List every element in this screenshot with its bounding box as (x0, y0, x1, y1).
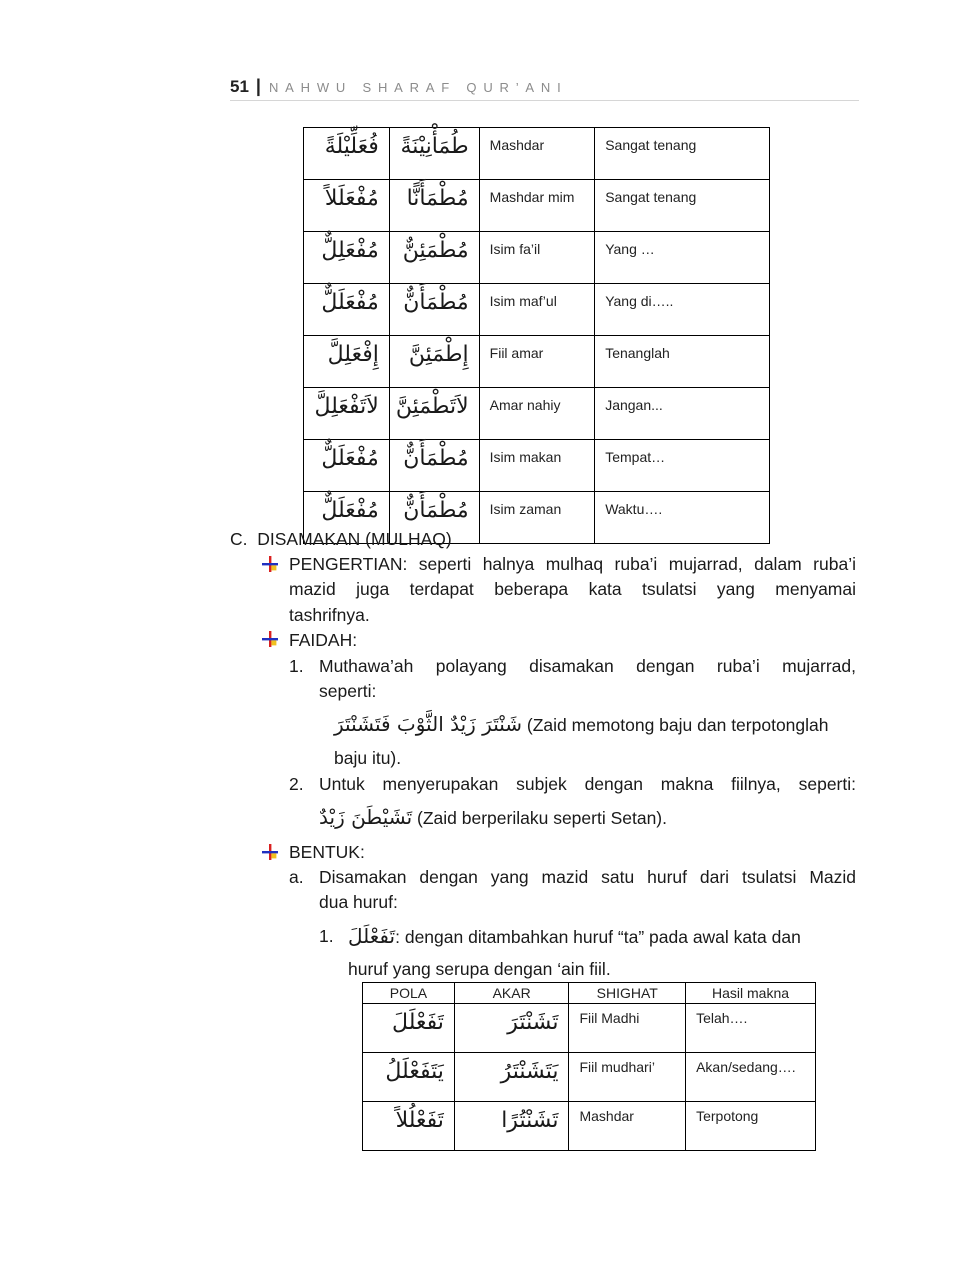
akar-cell: تَشَنْتَرَ (454, 1004, 569, 1053)
arabic-example-2: تَشَيْطَنَ زَيْدٌ (319, 805, 413, 829)
pola-cell: مُفْعَلَلٌّ (304, 284, 390, 336)
shighat-cell: Mashdar (569, 1102, 686, 1151)
table-row (304, 440, 770, 492)
akar-cell: يَتَشَنْتَرُ (454, 1053, 569, 1102)
faidah-item-1-line-1: Muthawa’ah polayang disamakan dengan ruba’i mujarrad, (319, 656, 856, 676)
pin-bullet-icon (262, 556, 278, 572)
table-row (363, 1053, 816, 1102)
akar-cell: إِطْمَئِنَّ (389, 336, 479, 388)
bentuk-sub-1-number: 1. (319, 926, 334, 946)
faidah-item-2-number: 2. (289, 774, 304, 794)
shighat-cell: Fiil amar (479, 336, 595, 388)
makna-cell: Akan/sedang…. (686, 1053, 816, 1102)
table-row (304, 128, 770, 180)
pola-cell: مُفْعَلَلاً (304, 180, 390, 232)
table-row (304, 388, 770, 440)
pola-cell: تَفَعْلُلاً (363, 1102, 455, 1151)
makna-cell: Tempat… (595, 440, 770, 492)
arabic-pattern: تَفَعْلَلَ (348, 924, 396, 948)
section-letter: C. (230, 529, 248, 549)
bentuk-a-line-2: dua huruf: (319, 892, 398, 912)
akar-cell: مُطْمَئِنٌّ (389, 232, 479, 284)
table-row (304, 232, 770, 284)
column-header: SHIGHAT (569, 983, 686, 1004)
makna-cell: Tenanglah (595, 336, 770, 388)
pin-bullet-icon (262, 631, 278, 647)
column-header: POLA (363, 983, 455, 1004)
akar-cell: مُطْمَأَنٌّ (389, 492, 479, 544)
shighat-cell: Isim zaman (479, 492, 595, 544)
arabic-example-1: شَنْتَرَ زَيْدٌ الثَّوْبَ فَتَشَنْتَرَ (334, 712, 523, 736)
header-separator: | (255, 76, 261, 96)
pola-cell: لاَتَفْعَلِلَّ (304, 388, 390, 440)
table-row (304, 284, 770, 336)
table-row (363, 1004, 816, 1053)
akar-cell: لاَتَطْمَئِنَّ (389, 388, 479, 440)
example-1-gloss: (Zaid memotong baju dan terpotonglah (522, 715, 829, 735)
table-row (304, 180, 770, 232)
shighat-cell: Fiil Madhi (569, 1004, 686, 1053)
pengertian-line-1: PENGERTIAN: seperti halnya mulhaq ruba’i mujarrad, dalam ruba’i (289, 554, 856, 574)
akar-cell: مُطْمَأَنًّا (389, 180, 479, 232)
column-header: AKAR (454, 983, 569, 1004)
pola-cell: تَفَعْلَلَ (363, 1004, 455, 1053)
bentuk-a-line-1: Disamakan dengan yang mazid satu huruf dari tsulatsi Mazid (319, 867, 856, 887)
table-row (363, 1102, 816, 1151)
pola-cell: مُفْعَلَلٌّ (304, 440, 390, 492)
faidah-item-1-example (334, 708, 829, 741)
sub-1-text: : dengan ditambahkan huruf “ta” pada awal kata dan (395, 927, 801, 947)
bentuk-a-letter: a. (289, 867, 304, 887)
table-header-row (363, 983, 816, 1004)
faidah-item-1-line-2: seperti: (319, 681, 377, 701)
makna-cell: Yang … (595, 232, 770, 284)
faidah-item-2-line-1: Untuk menyerupakan subjek dengan makna fiilnya, seperti: (319, 774, 856, 794)
faidah-label: FAIDAH: (289, 630, 358, 650)
pola-cell: يَتَفَعْلَلُ (363, 1053, 455, 1102)
faidah-item-1-line-4: baju itu). (334, 748, 402, 768)
pola-cell: مُفْعَلَلٌّ (304, 492, 390, 544)
makna-cell: Jangan... (595, 388, 770, 440)
table-row (304, 336, 770, 388)
faidah-item-1-number: 1. (289, 656, 304, 676)
makna-cell: Telah…. (686, 1004, 816, 1053)
shighat-cell: Isim fa’il (479, 232, 595, 284)
page-number: 51 (230, 77, 249, 96)
akar-cell: مُطْمَأَنٌّ (389, 440, 479, 492)
pin-bullet-icon (262, 844, 278, 860)
makna-cell: Sangat tenang (595, 128, 770, 180)
makna-cell: Waktu…. (595, 492, 770, 544)
example-2-gloss: (Zaid berperilaku seperti Setan). (412, 808, 667, 828)
faidah-item-2-example (319, 801, 667, 834)
shighat-cell: Amar nahiy (479, 388, 595, 440)
bentuk-sub-1-line-2: huruf yang serupa dengan ‘ain fiil. (348, 959, 611, 979)
running-title: NAHWU SHARAF QUR’ANI (268, 80, 568, 95)
shighat-cell: Mashdar (479, 128, 595, 180)
pengertian-line-3: tashrifnya. (289, 605, 370, 625)
pola-cell: مُفْعَلِلٌّ (304, 232, 390, 284)
shighat-cell: Isim maf’ul (479, 284, 595, 336)
section-heading (230, 527, 452, 551)
makna-cell: Yang di….. (595, 284, 770, 336)
page-header (230, 76, 859, 101)
shighat-cell: Fiil mudhari’ (569, 1053, 686, 1102)
bentuk-label: BENTUK: (289, 842, 365, 862)
shighat-cell: Mashdar mim (479, 180, 595, 232)
pengertian-line-2: mazid juga terdapat beberapa kata tsulatsi yang menyamai (289, 579, 856, 599)
tashrif-table-1 (303, 127, 770, 544)
akar-cell: طُمَأْنِيْنَةً (389, 128, 479, 180)
tashrif-table-2 (362, 982, 816, 1151)
column-header: Hasil makna (686, 983, 816, 1004)
pola-cell: إِفْعَلِلَّ (304, 336, 390, 388)
akar-cell: مُطْمَأَنٌّ (389, 284, 479, 336)
akar-cell: تَشَنْتُرًا (454, 1102, 569, 1151)
pola-cell: فُعَلِّيْلَةً (304, 128, 390, 180)
shighat-cell: Isim makan (479, 440, 595, 492)
bentuk-sub-1-line-1 (348, 920, 856, 953)
makna-cell: Sangat tenang (595, 180, 770, 232)
makna-cell: Terpotong (686, 1102, 816, 1151)
section-title: DISAMAKAN (MULHAQ) (257, 529, 452, 549)
